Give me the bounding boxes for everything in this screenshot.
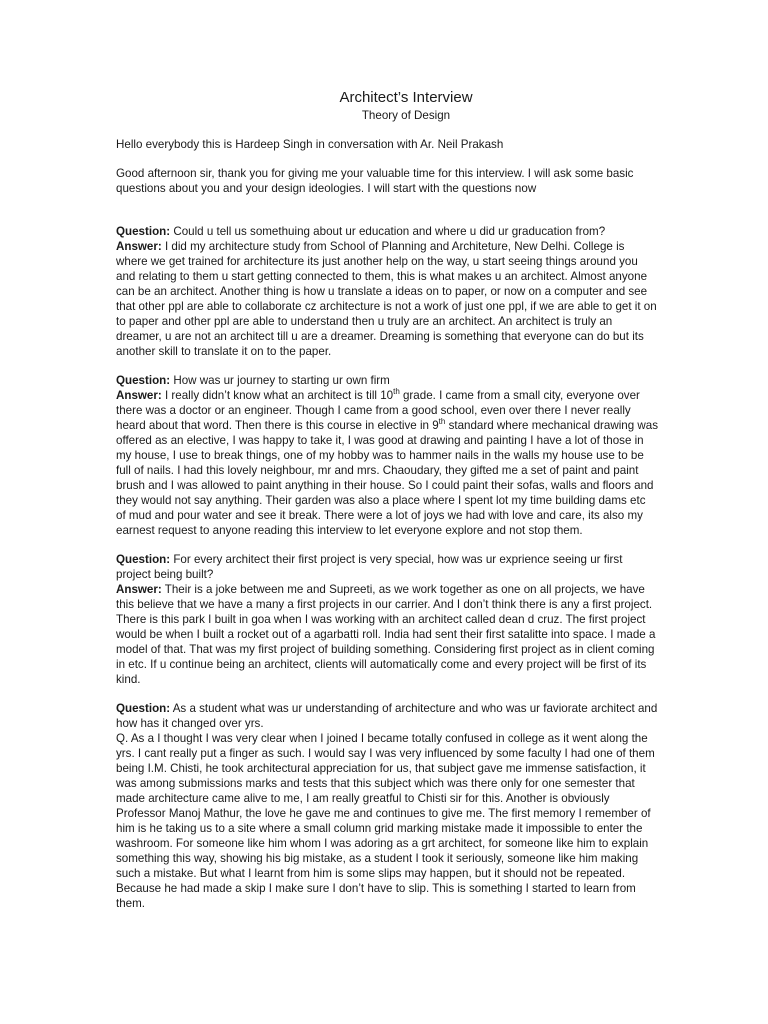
answer-text: standard where mechanical drawing was offered as an elective, I was happy to take it, I was good at drawing and painting I have a lot of those in my house, I use to break things, one of my hobby was to hammer nails in the walls my house use to be full of nails. I had this lovely neighbour, mr and mrs. Chaoudary, they gifted me a set of paint and paint brush and I was allowed to paint anything in their house. So I could paint their sofas, walls and floors and they would not say anything. Their garden was also a place where I spent lot my time building dams etc of mud and pour water and see it break. There were a lot of joys we had with love and care, its also my earnest request to anyone reading this interview to let everyone explore and not stop them. xyxy=(116,419,659,537)
question-label: Question: xyxy=(116,702,171,715)
answer-text: Q. As a I thought I was very clear when I joined I became totally confused in college as it went along the yrs. I cant really put a finger as such. I would say I was very influenced by some faculty I had one of them being I.M. Chisti, he took architectural appreciation for us, that subject gave me immense satisfaction, it was among submissions marks and tests that this subject which was there only for one semester that made architecture came alive to me, I am really greatful to Chisti sir for this. Another is obviously Professor Manoj Mathur, the love he gave me and continues to give me. The first memory I remember of him is he taking us to a site where a small column grid marking mistake made it impossible to enter the washroom. For someone like him whom I was adoring as a grt architect, for someone like him to explain something this way, showing his big mistake, as a student I took it seriously, someone like him making such a mistake. But what I learnt from him is some slips may happen, but it should not be repeated. Because he had made a skip I make sure I don’t have to slip. This is something I started to learn from them. xyxy=(116,732,655,910)
answer-label: Answer: xyxy=(116,389,162,402)
question-text: For every architect their first project is very special, how was ur exprience seeing ur first project being built? xyxy=(116,553,623,581)
superscript: th xyxy=(393,387,400,396)
answer-text: grade. I came from a small city, everyone over there was a doctor or an engineer. Though I came from a good school, even over there I never really heard about that word. Then there is this course in elective in 9 xyxy=(116,389,640,432)
answer-label: Answer: xyxy=(116,240,162,253)
superscript: th xyxy=(438,417,446,426)
question-label: Question: xyxy=(116,225,171,238)
greeting-paragraph: Good afternoon sir, thank you for giving me your valuable time for this interview. I will ask some basic questions about you and your design ideologies. I will start with the questions now xyxy=(116,167,634,195)
answer-label: Answer: xyxy=(116,583,162,596)
question-text: Could u tell us somethuing about ur education and where u did ur graducation from? xyxy=(170,225,606,238)
question-label: Question: xyxy=(116,374,171,387)
answer-text: I really didn’t know what an architect is till 10 xyxy=(161,389,394,402)
question-text: How was ur journey to starting ur own firm xyxy=(170,374,390,387)
question-text: As a student what was ur understanding of architecture and who was ur faviorate architect and how has it changed over yrs. xyxy=(116,702,658,730)
document-title: Architect’s Interview xyxy=(339,89,473,106)
question-4 xyxy=(116,701,658,911)
question-2 xyxy=(116,373,658,538)
intro-paragraph: Hello everybody this is Hardeep Singh in conversation with Ar. Neil Prakash xyxy=(116,138,504,151)
question-label: Question: xyxy=(116,553,171,566)
question-1 xyxy=(116,224,658,359)
document-subtitle: Theory of Design xyxy=(361,109,451,122)
answer-text: I did my architecture study from School of Planning and Architeture, New Delhi. College is where we get trained for architecture its just another help on the way, u start seeing things around you and relating to them u start getting connected to them, this is what makes u an architect. Almost anyone can be an architect. Another thing is how u translate a ideas on to paper, or now on a computer and see that other ppl are able to collaborate cz architecture is not a work of just one ppl, if we are able to get it on to paper and other ppl are able to understand then u truly are an architect. An architect is truly an dreamer, u are not an architect till u are a dreamer. Dreaming is something that everyone can do but its another skill to translate it on to the paper. xyxy=(116,240,657,358)
question-3 xyxy=(116,552,658,687)
answer-text: Their is a joke between me and Supreeti, as we work together as one on all projects, we have this believe that we have a many a first projects in our carrier. And I don’t think there is any a first project. There is this park I built in goa when I was working with an architect called dean d cruz. The first project would be when I built a rocket out of a agarbatti roll. India had sent their first satalitte into space. I made a model of that. That was my first project of building something. Considering first project as in client coming in etc. If u continue being an architect, clients will automatically come and every project will be first of its kind. xyxy=(116,583,656,686)
